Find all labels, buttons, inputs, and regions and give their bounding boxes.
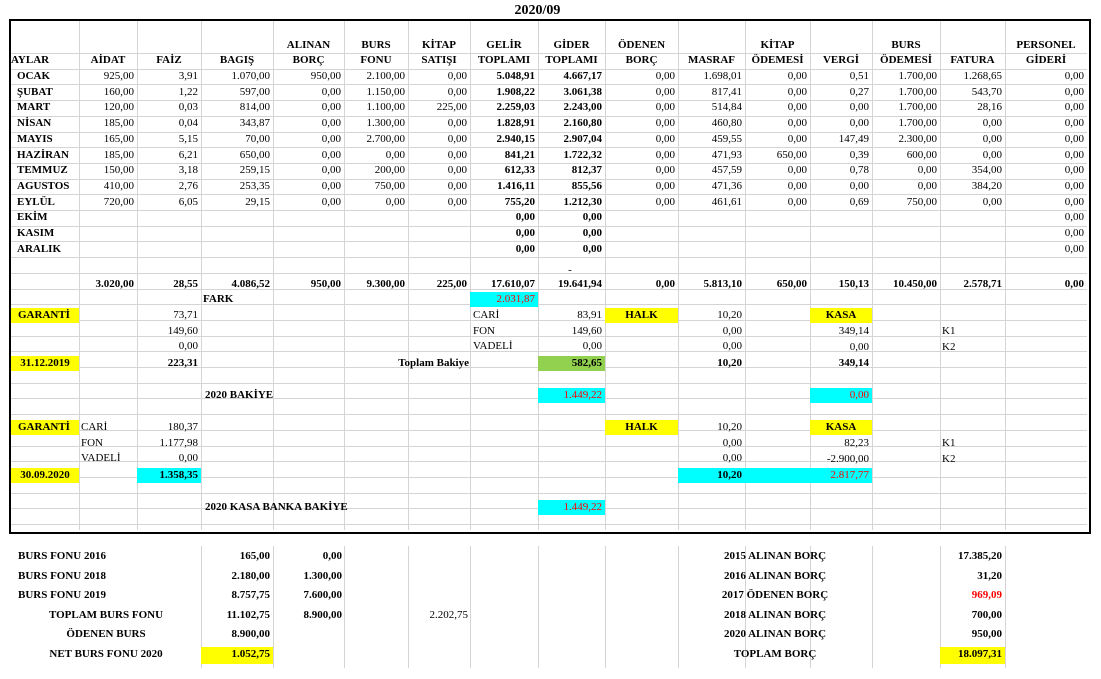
column-header-line2: BORÇ: [625, 54, 658, 66]
table-cell: 471,36: [711, 179, 742, 192]
account-value: 83,91: [577, 309, 602, 321]
total-cell: 0,00: [655, 278, 675, 290]
kasa-banka-value: 1.449,22: [563, 501, 602, 513]
garanti-value: 180,37: [167, 421, 198, 433]
table-cell: 0,00: [582, 211, 602, 224]
table-cell: 0,00: [321, 132, 341, 145]
column-header-line2: SATIŞI: [421, 54, 457, 66]
table-cell: 1.212,30: [563, 195, 602, 208]
table-frame: [9, 19, 1091, 534]
burs-value: 165,00: [239, 550, 270, 562]
table-cell: 2.100,00: [366, 70, 405, 82]
halk-value: 10,20: [717, 309, 742, 321]
table-cell: 2.243,00: [563, 101, 602, 114]
table-cell: 0,00: [849, 179, 869, 192]
account-label: CARİ: [81, 421, 108, 433]
total-cell: 9.300,00: [366, 278, 405, 290]
garanti-label: GARANTİ: [18, 421, 70, 433]
table-cell: 841,21: [504, 148, 535, 161]
dash-mark: -: [568, 264, 572, 276]
table-cell: 0,00: [982, 195, 1002, 208]
burs-label: BURS FONU 2018: [18, 569, 107, 582]
kasa-label: KASA: [825, 421, 857, 433]
burs-value2: 7.600,00: [303, 589, 342, 601]
total-cell: 19.641,94: [558, 278, 602, 290]
table-cell: 200,00: [374, 164, 405, 177]
table-cell: 0,00: [1064, 85, 1084, 98]
account-value: 0,00: [582, 340, 602, 353]
borc-value: 969,09: [971, 589, 1002, 601]
kasa-value: -2.900,00: [826, 452, 869, 465]
table-cell: 2.907,04: [563, 132, 602, 145]
halk-label: HALK: [625, 421, 658, 433]
table-cell: 1.100,00: [366, 101, 405, 114]
month-label: TEMMUZ: [17, 164, 68, 177]
halk-value: 0,00: [722, 452, 742, 465]
table-cell: 855,56: [571, 179, 602, 192]
borc-label: TOPLAM BORÇ: [733, 647, 817, 660]
total-cell: 28,55: [173, 278, 198, 290]
table-cell: 410,00: [103, 179, 134, 192]
garanti-value: 149,60: [167, 324, 198, 337]
month-label: NİSAN: [17, 117, 52, 130]
burs-label: ÖDENEN BURS: [66, 628, 146, 640]
table-cell: 384,20: [971, 179, 1002, 192]
table-cell: 0,00: [515, 227, 535, 239]
table-cell: 0,00: [1064, 195, 1084, 208]
table-cell: 612,33: [504, 164, 535, 177]
table-cell: 0,00: [321, 164, 341, 177]
table-cell: 812,37: [571, 164, 602, 177]
table-cell: 0,51: [849, 70, 869, 82]
grid-vline: [470, 546, 471, 668]
table-cell: 120,00: [103, 101, 134, 114]
column-header-line1: GİDER: [553, 39, 590, 51]
borc-value: 31,20: [977, 569, 1002, 582]
table-cell: 0,00: [515, 211, 535, 224]
column-header-line2: BORÇ: [292, 54, 325, 66]
burs-value: 1.052,75: [231, 647, 270, 660]
table-cell: 457,59: [711, 164, 742, 177]
kasa-total: 2.817,77: [830, 469, 869, 481]
table-cell: 0,00: [1064, 211, 1084, 224]
borc-value: 17.385,20: [958, 550, 1002, 562]
halk-label: HALK: [625, 309, 658, 321]
account-label: CARİ: [473, 309, 500, 321]
halk-total: 10,20: [717, 357, 742, 369]
table-cell: 543,70: [971, 85, 1002, 98]
table-cell: 0,00: [982, 117, 1002, 130]
table-cell: 253,35: [239, 179, 270, 192]
column-header-line2: FONU: [360, 54, 392, 66]
column-header-line1: BURS: [891, 39, 921, 51]
burs-value: 8.757,75: [231, 589, 270, 601]
table-cell: 0,00: [447, 117, 467, 130]
table-cell: 1.300,00: [366, 117, 405, 130]
column-header-line2: TOPLAMI: [477, 54, 531, 66]
date-label: 30.09.2020: [20, 469, 70, 481]
table-cell: 650,00: [239, 148, 270, 161]
table-cell: 471,93: [711, 148, 742, 161]
table-cell: 1.070,00: [231, 70, 270, 82]
column-header-line1: KİTAP: [760, 39, 795, 51]
toplam-bakiye-value: 582,65: [571, 357, 602, 369]
table-cell: 225,00: [436, 101, 467, 114]
table-cell: 0,00: [787, 195, 807, 208]
kasa-value: 0,00: [849, 340, 869, 353]
total-cell: 17.610,07: [491, 278, 535, 290]
table-cell: 460,80: [711, 117, 742, 130]
table-cell: 750,00: [374, 179, 405, 192]
table-cell: 0,00: [447, 164, 467, 177]
burs-side-value: 2.202,75: [429, 608, 468, 621]
table-cell: 185,00: [103, 117, 134, 130]
table-cell: 1.700,00: [898, 85, 937, 98]
column-header: MASRAF: [687, 54, 736, 66]
table-cell: 0,00: [917, 179, 937, 192]
table-cell: 5,15: [178, 132, 198, 145]
borc-label: 2017 ÖDENEN BORÇ: [721, 589, 829, 601]
kasa-total: 349,14: [838, 357, 869, 369]
table-cell: 950,00: [310, 70, 341, 82]
table-cell: 1.700,00: [898, 101, 937, 114]
table-cell: 1.908,22: [496, 85, 535, 98]
table-cell: 0,00: [982, 148, 1002, 161]
table-cell: 0,78: [849, 164, 869, 177]
kasa-value: 349,14: [838, 325, 869, 337]
table-cell: 2.700,00: [366, 132, 405, 145]
table-cell: 0,00: [655, 179, 675, 192]
table-cell: 0,00: [655, 101, 675, 114]
table-cell: 0,00: [1064, 164, 1084, 177]
month-label: EKİM: [17, 211, 48, 224]
table-cell: 354,00: [971, 164, 1002, 177]
k-label: K1: [942, 325, 956, 337]
table-cell: 2.940,15: [496, 132, 535, 145]
column-header-line1: KİTAP: [421, 39, 457, 51]
table-cell: 0,00: [787, 85, 807, 98]
kasa-value: 82,23: [844, 437, 869, 449]
table-cell: 0,03: [178, 101, 198, 114]
table-cell: 514,84: [711, 101, 742, 114]
borc-label: 2016 ALINAN BORÇ: [723, 569, 827, 582]
table-cell: 720,00: [103, 195, 134, 208]
borc-label: 2020 ALINAN BORÇ: [723, 628, 827, 640]
borc-label: 2015 ALINAN BORÇ: [723, 550, 827, 562]
column-header-line2: ÖDEMESİ: [751, 54, 804, 66]
table-cell: 1.722,32: [563, 148, 602, 161]
table-cell: 0,39: [849, 148, 869, 161]
month-label: AGUSTOS: [17, 179, 70, 192]
table-cell: 461,61: [711, 195, 742, 208]
burs-label: NET BURS FONU 2020: [49, 647, 163, 660]
total-cell: 4.086,52: [231, 278, 270, 290]
table-cell: 0,00: [849, 117, 869, 130]
month-label: ŞUBAT: [17, 85, 53, 98]
total-cell: 2.578,71: [963, 278, 1002, 290]
table-cell: 0,00: [1064, 148, 1084, 161]
k-label: K2: [942, 340, 956, 353]
table-cell: 0,00: [787, 164, 807, 177]
table-cell: 0,00: [447, 179, 467, 192]
borc-label: 2018 ALINAN BORÇ: [723, 608, 827, 621]
table-cell: 0,00: [1064, 132, 1084, 145]
k-label: K2: [942, 452, 956, 465]
table-cell: 0,00: [385, 148, 405, 161]
table-cell: 925,00: [103, 70, 134, 82]
fark-label: FARK: [203, 293, 234, 305]
table-cell: 70,00: [245, 132, 270, 145]
kasa-label: KASA: [825, 309, 857, 321]
table-cell: 0,00: [1064, 179, 1084, 192]
grid-vline: [872, 546, 873, 668]
garanti-value: 0,00: [178, 340, 198, 353]
grid-vline: [605, 546, 606, 668]
garanti-label: GARANTİ: [18, 309, 70, 321]
table-cell: 160,00: [103, 85, 134, 98]
table-cell: 0,00: [1064, 242, 1084, 255]
table-cell: 165,00: [103, 132, 134, 145]
table-cell: 0,00: [447, 70, 467, 82]
table-cell: 1.700,00: [898, 70, 937, 82]
burs-value: 11.102,75: [226, 608, 270, 621]
table-cell: 0,00: [321, 148, 341, 161]
table-cell: 600,00: [906, 148, 937, 161]
column-header-line1: BURS: [361, 39, 391, 51]
burs-value2: 8.900,00: [303, 608, 342, 621]
total-cell: 950,00: [310, 278, 341, 290]
table-cell: 0,00: [655, 117, 675, 130]
garanti-total: 223,31: [167, 357, 198, 369]
account-label: VADELİ: [473, 340, 513, 353]
borc-value: 700,00: [971, 608, 1002, 621]
table-cell: 6,21: [178, 148, 198, 161]
table-cell: 0,00: [917, 164, 937, 177]
account-label: VADELİ: [81, 452, 121, 465]
table-cell: 2,76: [178, 179, 198, 192]
table-cell: 29,15: [245, 195, 270, 208]
grid-vline: [1005, 546, 1006, 668]
table-cell: 814,00: [239, 101, 270, 114]
table-cell: 0,27: [849, 85, 869, 98]
table-cell: 28,16: [977, 101, 1002, 114]
toplam-bakiye-label: Toplam Bakiye: [398, 357, 469, 369]
table-cell: 0,00: [655, 148, 675, 161]
table-cell: 0,00: [515, 242, 535, 255]
table-cell: 0,00: [1064, 70, 1084, 82]
borc-value: 18.097,31: [958, 647, 1002, 660]
table-cell: 0,00: [787, 70, 807, 82]
halk-value: 0,00: [722, 436, 742, 449]
table-cell: 597,00: [239, 85, 270, 98]
column-header-line1: GELİR: [486, 39, 522, 51]
fark-value: 2.031,87: [496, 293, 535, 305]
table-cell: 2.259,03: [496, 101, 535, 114]
table-cell: 2.300,00: [898, 132, 937, 145]
account-value: 149,60: [571, 324, 602, 337]
table-cell: 0,00: [321, 195, 341, 208]
column-header-line1: ALINAN: [286, 39, 331, 51]
table-cell: 0,00: [849, 101, 869, 114]
halk-value: 0,00: [722, 340, 742, 353]
borc-value: 950,00: [971, 628, 1002, 640]
column-header: AİDAT: [90, 54, 126, 66]
table-cell: 1.268,65: [963, 70, 1002, 82]
table-cell: 0,04: [178, 117, 198, 130]
table-cell: 0,00: [655, 85, 675, 98]
burs-value2: 0,00: [322, 550, 342, 562]
table-cell: 147,49: [838, 132, 869, 145]
month-label: KASIM: [17, 227, 55, 239]
date-label: 31.12.2019: [20, 357, 70, 369]
table-cell: 0,00: [982, 132, 1002, 145]
column-header: FATURA: [950, 54, 995, 66]
k-label: K1: [942, 437, 956, 449]
table-cell: 0,00: [787, 132, 807, 145]
garanti-value: 0,00: [178, 452, 198, 465]
page-title: 2020/09: [514, 3, 561, 18]
burs-label: TOPLAM BURS FONU: [48, 608, 164, 621]
burs-label: BURS FONU 2019: [18, 589, 107, 601]
table-cell: 259,15: [239, 164, 270, 177]
total-cell: 650,00: [776, 278, 807, 290]
table-cell: 4.667,17: [563, 70, 602, 82]
table-cell: 0,00: [385, 195, 405, 208]
total-cell: 150,13: [838, 278, 869, 290]
table-cell: 1.150,00: [366, 85, 405, 98]
bakiye2020-label: 2020 BAKİYE: [205, 389, 274, 401]
month-label: MART: [17, 101, 51, 114]
table-cell: 5.048,91: [496, 70, 535, 82]
burs-value2: 1.300,00: [303, 569, 342, 582]
table-cell: 3,91: [178, 70, 198, 82]
table-cell: 817,41: [711, 85, 742, 98]
column-header-line2: GİDERİ: [1025, 54, 1067, 66]
halk-value: 0,00: [722, 324, 742, 337]
table-cell: 3,18: [178, 164, 198, 177]
table-cell: 1.698,01: [703, 70, 742, 82]
table-cell: 1,22: [178, 85, 198, 98]
table-cell: 0,00: [447, 148, 467, 161]
table-cell: 0,00: [582, 227, 602, 239]
column-header: BAGIŞ: [219, 54, 255, 66]
garanti-value: 73,71: [173, 309, 198, 321]
table-cell: 0,00: [447, 132, 467, 145]
account-label: FON: [81, 436, 104, 449]
table-cell: 0,00: [1064, 117, 1084, 130]
halk-total: 10,20: [717, 469, 742, 481]
table-cell: 0,00: [321, 101, 341, 114]
table-cell: 0,00: [1064, 101, 1084, 114]
table-cell: 3.061,38: [563, 85, 602, 98]
month-label: HAZİRAN: [17, 148, 69, 161]
month-label: OCAK: [17, 70, 50, 82]
garanti-total: 1.358,35: [159, 469, 198, 481]
table-cell: 0,00: [1064, 227, 1084, 239]
burs-value: 2.180,00: [231, 569, 270, 582]
table-cell: 0,00: [321, 117, 341, 130]
halk-value: 10,20: [717, 421, 742, 433]
grid-vline: [538, 546, 539, 668]
table-cell: 0,00: [582, 242, 602, 255]
table-cell: 755,20: [504, 195, 535, 208]
total-cell: 3.020,00: [95, 278, 134, 290]
table-cell: 0,00: [655, 132, 675, 145]
table-cell: 0,69: [849, 195, 869, 208]
table-cell: 2.160,80: [563, 117, 602, 130]
total-cell: 225,00: [436, 278, 467, 290]
table-cell: 0,00: [655, 195, 675, 208]
total-cell: 10.450,00: [893, 278, 937, 290]
garanti-value: 1.177,98: [159, 436, 198, 449]
month-label: MAYIS: [17, 132, 53, 145]
table-cell: 0,00: [655, 164, 675, 177]
table-cell: 0,00: [655, 70, 675, 82]
table-cell: 750,00: [906, 195, 937, 208]
table-cell: 1.700,00: [898, 117, 937, 130]
column-header: FAİZ: [156, 54, 182, 66]
table-cell: 0,00: [787, 117, 807, 130]
table-cell: 650,00: [776, 148, 807, 161]
bakiye2020-value: 1.449,22: [563, 389, 602, 401]
month-label: EYLÜL: [17, 195, 55, 208]
account-label: FON: [473, 324, 496, 337]
column-header-line2: TOPLAMI: [545, 54, 598, 66]
table-cell: 1.416,11: [497, 179, 535, 192]
table-cell: 185,00: [103, 148, 134, 161]
column-header: VERGİ: [822, 54, 860, 66]
table-cell: 0,00: [321, 85, 341, 98]
table-cell: 0,00: [787, 101, 807, 114]
bakiye2020-kasa: 0,00: [849, 389, 869, 401]
kasa-banka-label: 2020 KASA BANKA BAKİYE: [205, 501, 348, 513]
column-header-line1: PERSONEL: [1016, 39, 1076, 51]
burs-value: 8.900,00: [231, 628, 270, 640]
table-cell: 459,55: [711, 132, 742, 145]
table-cell: 0,00: [787, 179, 807, 192]
table-cell: 0,00: [447, 195, 467, 208]
burs-label: BURS FONU 2016: [18, 550, 107, 562]
table-cell: 6,05: [178, 195, 198, 208]
column-header-line2: ÖDEMESİ: [880, 54, 932, 66]
month-label: ARALIK: [17, 242, 62, 255]
table-cell: 0,00: [447, 85, 467, 98]
table-cell: 0,00: [321, 179, 341, 192]
column-header: AYLAR: [11, 54, 50, 66]
grid-vline: [344, 546, 345, 668]
table-cell: 150,00: [103, 164, 134, 177]
total-cell: 5.813,10: [703, 278, 742, 290]
total-cell: 0,00: [1064, 278, 1084, 290]
table-cell: 1.828,91: [496, 117, 535, 130]
table-cell: 343,87: [239, 117, 270, 130]
column-header-line1: ÖDENEN: [617, 39, 666, 51]
